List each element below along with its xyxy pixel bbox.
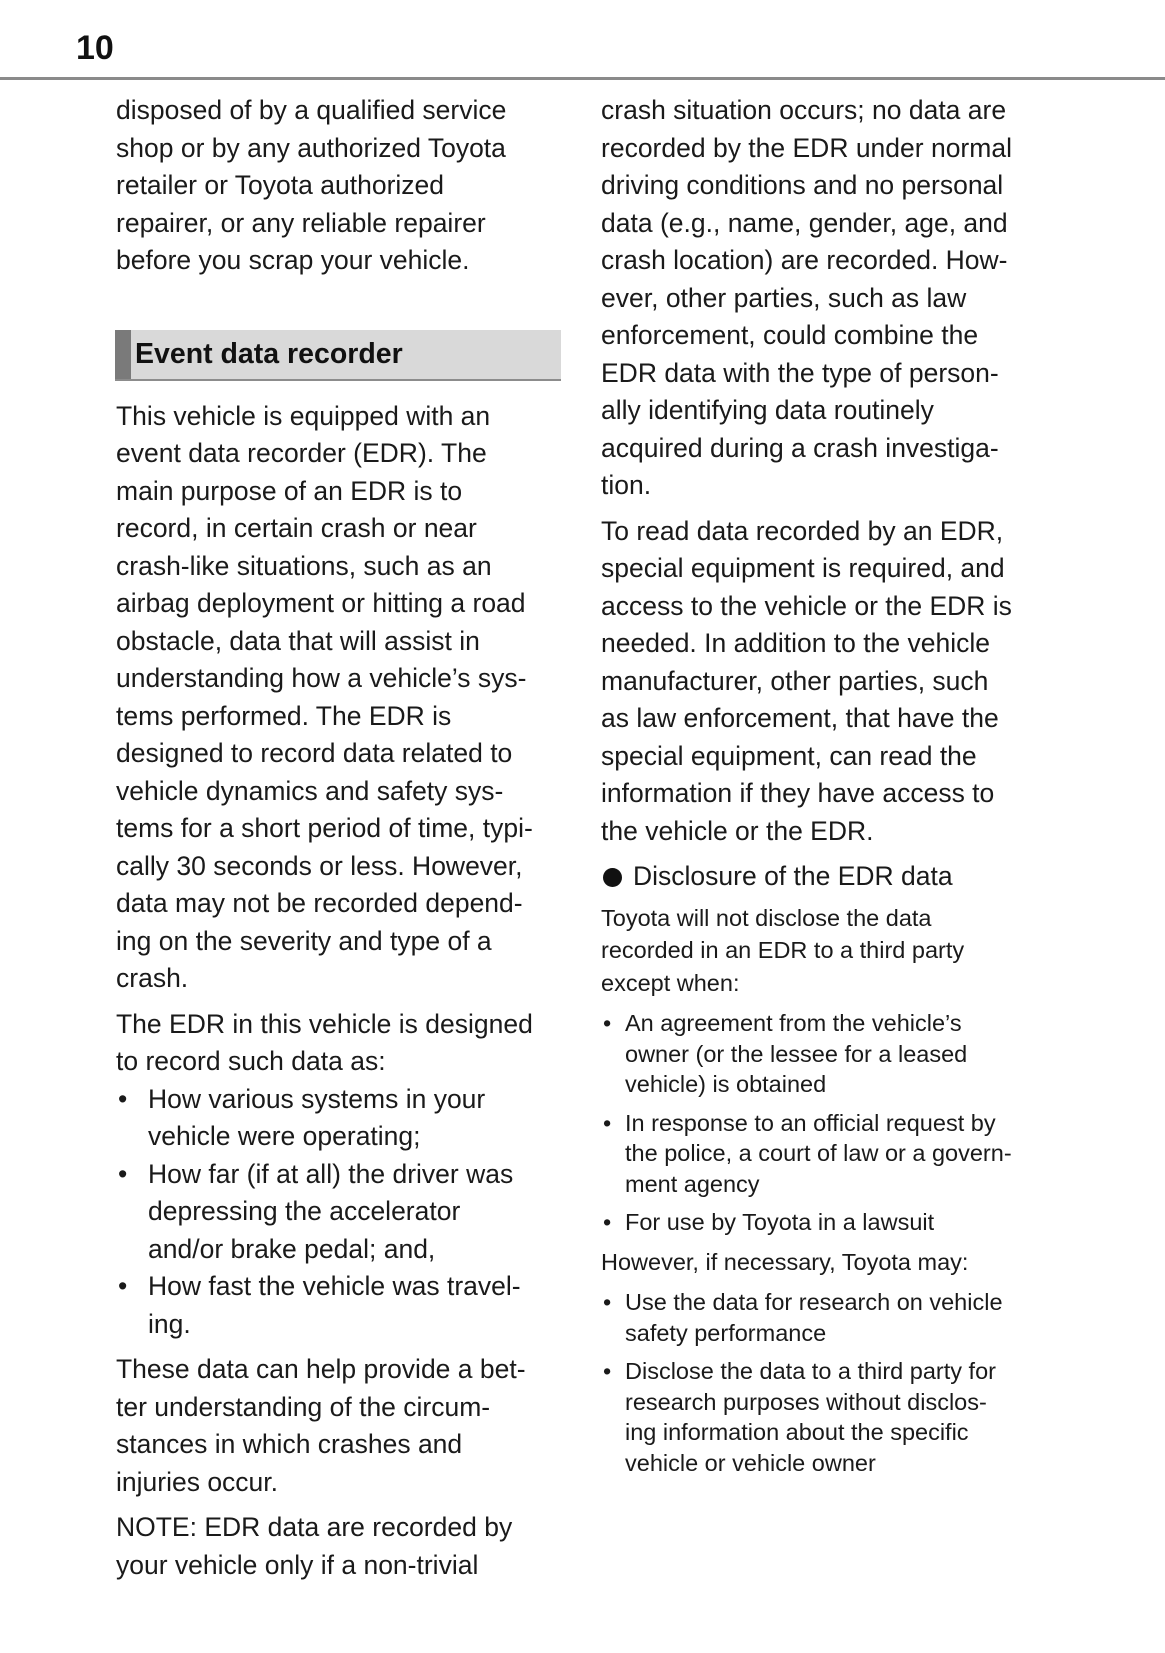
bullet-icon: • — [603, 1358, 612, 1384]
disclosure-conditions-list — [601, 1008, 1063, 1238]
list-item — [601, 1287, 1063, 1348]
right-column — [601, 92, 1063, 1486]
text-line: data may not be recorded depend- — [116, 888, 523, 918]
text-line: record, in certain crash or near — [116, 513, 477, 543]
disclosure-subheading-text: Disclosure of the EDR data — [633, 861, 953, 891]
bullet-icon: • — [118, 1271, 128, 1301]
list-item — [601, 1108, 1063, 1200]
bullet-icon: • — [603, 1109, 612, 1136]
text-line: ally identifying data routinely — [601, 395, 934, 425]
text-line: tems performed. The EDR is — [116, 700, 452, 731]
intro-paragraph — [116, 92, 564, 280]
bullet-icon: • — [603, 1010, 612, 1036]
section-heading — [115, 330, 561, 381]
list-item-line: In response to an official request by — [625, 1109, 996, 1136]
left-column — [116, 92, 564, 1592]
disclosure-intro — [601, 902, 1063, 1000]
text-line: This vehicle is equipped with an — [116, 400, 491, 431]
list-item-line: research purposes without disclos- — [625, 1388, 987, 1415]
note-paragraph — [116, 1509, 564, 1584]
list-item-line: vehicle or vehicle owner — [625, 1449, 876, 1476]
list-item-line: vehicle) is obtained — [625, 1071, 827, 1097]
text-line: before you scrap your vehicle. — [116, 245, 470, 275]
text-line: stances in which crashes and — [116, 1429, 463, 1459]
text-line: recorded by the EDR under normal — [601, 132, 1012, 163]
toyota-may-list — [601, 1287, 1063, 1478]
text-line: special equipment is required, and — [601, 553, 1005, 583]
text-line: needed. In addition to the vehicle — [601, 628, 990, 658]
text-line: tems for a short period of time, typi- — [116, 813, 533, 843]
text-line: The EDR in this vehicle is designed — [116, 1008, 533, 1039]
list-item — [116, 1268, 564, 1343]
text-line: ever, other parties, such as law — [601, 282, 967, 313]
text-line: To read data recorded by an EDR, — [601, 515, 1004, 546]
text-line: ter understanding of the circum- — [116, 1391, 491, 1422]
text-line: repairer, or any reliable repairer — [116, 207, 486, 238]
text-line: event data recorder (EDR). The — [116, 438, 487, 468]
list-item — [601, 1207, 1063, 1238]
list-item-line: An agreement from the vehicle’s — [625, 1010, 962, 1036]
text-line: cally 30 seconds or less. However, — [116, 850, 523, 881]
bullet-icon: • — [118, 1158, 128, 1189]
read-data-paragraph — [601, 513, 1063, 851]
disclosure-subheading — [601, 858, 1063, 896]
text-line: manufacturer, other parties, such — [601, 665, 989, 696]
list-item-line: How fast the vehicle was travel- — [148, 1271, 521, 1301]
list-item-line: depressing the accelerator — [148, 1196, 461, 1226]
text-line: information if they have access to — [601, 778, 995, 808]
section-heading-text: Event data recorder — [135, 337, 403, 370]
list-item-line: Disclose the data to a third party for — [625, 1358, 996, 1384]
text-line: data (e.g., name, gender, age, and — [601, 207, 1008, 238]
text-line: enforcement, could combine the — [601, 320, 979, 350]
page-number: 10 — [76, 29, 114, 67]
list-item-line: For use by Toyota in a lawsuit — [625, 1209, 935, 1235]
text-line: as law enforcement, that have the — [601, 703, 999, 733]
list-item-line: How various systems in your — [148, 1083, 486, 1114]
text-line: These data can help provide a bet- — [116, 1354, 526, 1384]
text-line: obstacle, data that will assist in — [116, 625, 480, 656]
text-line: EDR data with the type of person- — [601, 357, 999, 388]
text-line: tion. — [601, 470, 652, 500]
text-line: understanding how a vehicle’s sys- — [116, 663, 527, 693]
list-item-line: ing. — [148, 1308, 191, 1339]
list-item — [116, 1081, 564, 1156]
section-heading-bar — [115, 330, 131, 379]
text-line: injuries occur. — [116, 1466, 279, 1497]
bullet-icon: • — [603, 1289, 612, 1315]
text-line: crash. — [116, 963, 189, 993]
text-line: acquired during a crash investiga- — [601, 432, 999, 463]
list-item — [601, 1356, 1063, 1478]
bullet-icon: • — [118, 1083, 128, 1114]
text-line: vehicle dynamics and safety sys- — [116, 775, 504, 806]
list-item-line: the police, a court of law or a govern- — [625, 1140, 1012, 1166]
list-item-line: How far (if at all) the driver was — [148, 1158, 514, 1189]
toyota-may-text: However, if necessary, Toyota may: — [601, 1248, 969, 1275]
text-line: Toyota will not disclose the data — [601, 904, 932, 931]
text-line: shop or by any authorized Toyota — [116, 132, 506, 163]
list-item-line: vehicle were operating; — [148, 1121, 421, 1151]
text-line: designed to record data related to — [116, 738, 513, 768]
list-item-line: and/or brake pedal; and, — [148, 1233, 436, 1264]
text-line: driving conditions and no personal — [601, 170, 1004, 200]
list-item-line: safety performance — [625, 1319, 827, 1346]
text-line: retailer or Toyota authorized — [116, 170, 445, 200]
crash-situation-paragraph — [601, 92, 1063, 505]
list-item-line: ing information about the specific — [625, 1419, 969, 1445]
text-line: special equipment, can read the — [601, 740, 977, 771]
data-benefit-paragraph — [116, 1351, 564, 1501]
edr-design-paragraph — [116, 1006, 564, 1081]
list-item-line: ment agency — [625, 1170, 760, 1197]
bullet-icon: • — [603, 1209, 612, 1235]
text-line: crash location) are recorded. How- — [601, 245, 1008, 275]
list-item — [116, 1156, 564, 1269]
text-line: ing on the severity and type of a — [116, 925, 492, 956]
text-line: your vehicle only if a non-trivial — [116, 1549, 479, 1580]
list-item-line: owner (or the lessee for a leased — [625, 1040, 968, 1067]
text-line: to record such data as: — [116, 1046, 386, 1076]
text-line: disposed of by a qualified service — [116, 95, 507, 125]
edr-purpose-paragraph — [116, 398, 564, 998]
text-line: main purpose of an EDR is to — [116, 475, 463, 506]
list-item — [601, 1008, 1063, 1100]
text-line: access to the vehicle or the EDR is — [601, 590, 1012, 621]
recorded-data-list — [116, 1081, 564, 1344]
text-line: except when: — [601, 969, 740, 996]
text-line: crash situation occurs; no data are — [601, 95, 1007, 125]
text-line: recorded in an EDR to a third party — [601, 937, 965, 963]
text-line: crash-like situations, such as an — [116, 550, 492, 581]
header-rule — [0, 77, 1165, 80]
text-line: airbag deployment or hitting a road — [116, 588, 526, 618]
list-item-line: Use the data for research on vehicle — [625, 1289, 1003, 1315]
bullet-dot-icon — [603, 868, 622, 887]
text-line: NOTE: EDR data are recorded by — [116, 1512, 513, 1542]
text-line: the vehicle or the EDR. — [601, 815, 874, 846]
